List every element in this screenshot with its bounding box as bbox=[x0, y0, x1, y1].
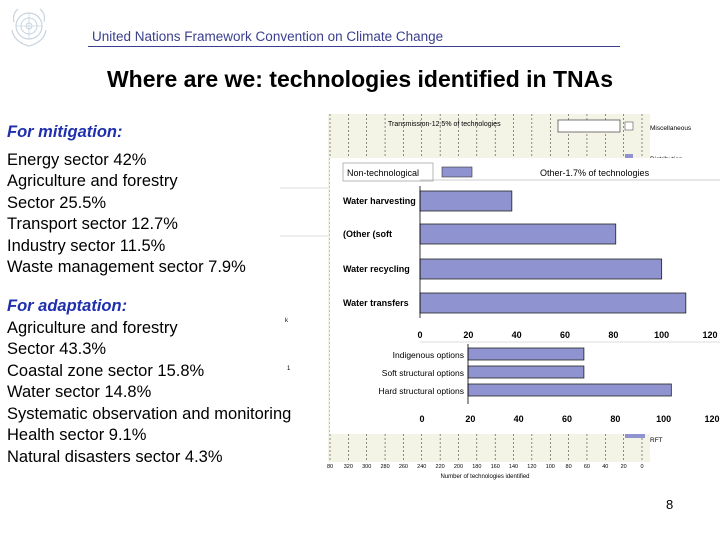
mitigation-list bbox=[7, 150, 246, 279]
un-emblem-logo bbox=[6, 4, 52, 50]
chart-bar-miscellaneous bbox=[558, 120, 620, 132]
mitigation-sector-percent: 7.9% bbox=[208, 258, 246, 276]
legend-label-miscellaneous: Miscellaneous bbox=[650, 125, 692, 132]
water-bar bbox=[420, 293, 686, 313]
adaptation-category-label: Soft structural options bbox=[381, 368, 464, 378]
overlay-label-other: Other-1.7% of technologies bbox=[540, 168, 650, 178]
mitigation-line bbox=[7, 214, 246, 236]
organization-header: United Nations Framework Convention on Climate Change bbox=[92, 29, 444, 44]
chart-x-tick-label: 0 bbox=[640, 464, 644, 470]
chart-label-transmission: Transmission-12.5% of technologies bbox=[388, 121, 501, 128]
chart-x-tick-label: 320 bbox=[343, 464, 353, 470]
adaptation-section bbox=[7, 296, 291, 468]
adaptation-sector-label: Sector bbox=[7, 340, 60, 358]
legend-label-distribution: Distribution bbox=[650, 156, 683, 163]
water-bar bbox=[420, 259, 662, 279]
mitigation-sector-percent: 42% bbox=[113, 150, 147, 169]
water-category-label: Water transfers bbox=[343, 298, 409, 308]
chart-x-tick-label: 180 bbox=[472, 464, 482, 470]
adaptation-line bbox=[7, 382, 291, 404]
mitigation-line bbox=[7, 236, 246, 258]
adaptation-x-tick-label: 20 bbox=[465, 414, 476, 424]
adaptation-line bbox=[7, 339, 291, 361]
mitigation-line bbox=[7, 193, 246, 215]
chart-x-tick-label: 80 bbox=[326, 464, 334, 470]
mitigation-sector-label: Sector bbox=[7, 193, 60, 212]
adaptation-sector-percent: 4.3% bbox=[184, 447, 223, 466]
water-category-label: Water recycling bbox=[343, 264, 410, 274]
chart-x-tick-label: 160 bbox=[490, 464, 500, 470]
mitigation-section bbox=[7, 122, 246, 279]
chart-label-rft: RFT bbox=[650, 437, 663, 444]
chart-x-tick-label: 200 bbox=[453, 464, 464, 470]
overlay-label-non-technological: Non-technological bbox=[347, 168, 420, 178]
chart-x-tick-label: 120 bbox=[527, 464, 537, 470]
chart-x-tick-label: 100 bbox=[545, 464, 555, 470]
adaptation-sector-label: Natural disasters sector bbox=[7, 447, 185, 466]
header-divider bbox=[88, 46, 620, 47]
adaptation-line bbox=[7, 447, 291, 469]
mitigation-sector-label: Transport sector bbox=[7, 215, 132, 233]
adaptation-line bbox=[7, 361, 291, 383]
overlay-bar-non-technological bbox=[442, 167, 472, 177]
mitigation-line bbox=[7, 171, 246, 193]
adaptation-line bbox=[7, 318, 291, 340]
mitigation-sector-percent: 12.7% bbox=[131, 215, 178, 233]
adaptation-x-tick-label: 100 bbox=[656, 414, 672, 424]
adaptation-category-label: Hard structural options bbox=[378, 386, 464, 396]
water-bar bbox=[420, 224, 616, 244]
chart-x-tick-label: 280 bbox=[380, 464, 390, 470]
adaptation-sector-percent: 15.8% bbox=[157, 361, 205, 380]
slide-title: Where are we: technologies identified in TNAs bbox=[106, 66, 614, 92]
adaptation-sector-label: Systematic observation and monitoring bbox=[7, 404, 292, 423]
adaptation-sector-percent: 14.8% bbox=[104, 383, 152, 401]
chart-x-tick-label: 40 bbox=[602, 464, 609, 470]
adaptation-heading: For adaptation: bbox=[7, 297, 128, 315]
bg-axis-mark: 1 bbox=[287, 366, 291, 372]
adaptation-x-tick-label: 60 bbox=[561, 414, 573, 424]
adaptation-options-bar-chart bbox=[330, 340, 720, 434]
mitigation-line bbox=[7, 257, 246, 279]
chart-x-tick-label: 260 bbox=[398, 464, 409, 470]
chart-x-axis-title: Number of technologies identified bbox=[440, 474, 530, 480]
mitigation-sector-label: Industry sector bbox=[7, 236, 120, 255]
water-x-tick-label: 40 bbox=[511, 330, 522, 340]
water-bar bbox=[420, 191, 512, 211]
water-x-tick-label: 80 bbox=[608, 330, 619, 340]
water-technologies-bar-chart bbox=[330, 158, 720, 344]
mitigation-line bbox=[7, 150, 246, 172]
water-bars-group bbox=[343, 186, 686, 318]
adaptation-sector-label: Health sector bbox=[7, 426, 109, 444]
adaptation-sector-percent: 9.1% bbox=[108, 426, 147, 444]
chart-x-tick-label: 20 bbox=[620, 464, 627, 470]
mitigation-sector-label: Waste management sector bbox=[7, 258, 209, 276]
chart-x-tick-label: 240 bbox=[417, 464, 427, 470]
chart-x-tick-label: 80 bbox=[565, 464, 572, 470]
chart-x-tick-label: 220 bbox=[435, 464, 445, 470]
adaptation-line bbox=[7, 425, 291, 447]
chart-x-tick-label: 300 bbox=[362, 464, 372, 470]
adaptation-sector-percent: 43.3% bbox=[59, 340, 107, 358]
adaptation-bar bbox=[468, 348, 584, 360]
mitigation-heading: For mitigation: bbox=[7, 123, 123, 141]
adaptation-list bbox=[7, 318, 291, 469]
mitigation-sector-label: Agriculture and forestry bbox=[7, 172, 178, 190]
water-x-tick-label: 20 bbox=[463, 330, 474, 340]
adaptation-sector-label: Agriculture and forestry bbox=[7, 318, 178, 337]
adaptation-x-tick-label: 80 bbox=[610, 414, 621, 424]
adaptation-x-tick-label: 40 bbox=[513, 414, 524, 424]
water-category-label: Water harvesting bbox=[343, 196, 416, 206]
chart-x-tick-label: 60 bbox=[583, 464, 591, 470]
water-x-tick-label: 0 bbox=[417, 330, 423, 340]
adaptation-bar bbox=[468, 366, 584, 378]
mitigation-sector-percent: 11.5% bbox=[119, 236, 166, 255]
chart-x-tick-label: 140 bbox=[508, 464, 519, 470]
water-x-axis-ticks bbox=[417, 330, 717, 340]
adaptation-sector-label: Coastal zone sector bbox=[7, 361, 158, 380]
adaptation-category-label: Indigenous options bbox=[392, 350, 464, 360]
water-x-tick-label: 100 bbox=[654, 330, 670, 340]
adaptation-bar bbox=[468, 384, 671, 396]
mitigation-sector-label: Energy sector bbox=[7, 150, 114, 169]
adaptation-sector-label: Water sector bbox=[7, 383, 105, 401]
mitigation-sector-percent: 25.5% bbox=[59, 193, 107, 212]
adaptation-x-tick-label: 120 bbox=[704, 414, 720, 424]
water-category-label: (Other (soft bbox=[343, 229, 392, 239]
page-number: 8 bbox=[666, 497, 674, 512]
adaptation-x-tick-label: 0 bbox=[419, 414, 425, 424]
bg-axis-mark: k bbox=[285, 318, 288, 324]
water-x-tick-label: 60 bbox=[559, 330, 571, 340]
legend-swatch-miscellaneous bbox=[625, 122, 633, 130]
water-x-tick-label: 120 bbox=[702, 330, 718, 340]
adaptation-line bbox=[7, 404, 291, 426]
chart-x-tick-labels bbox=[327, 464, 644, 470]
